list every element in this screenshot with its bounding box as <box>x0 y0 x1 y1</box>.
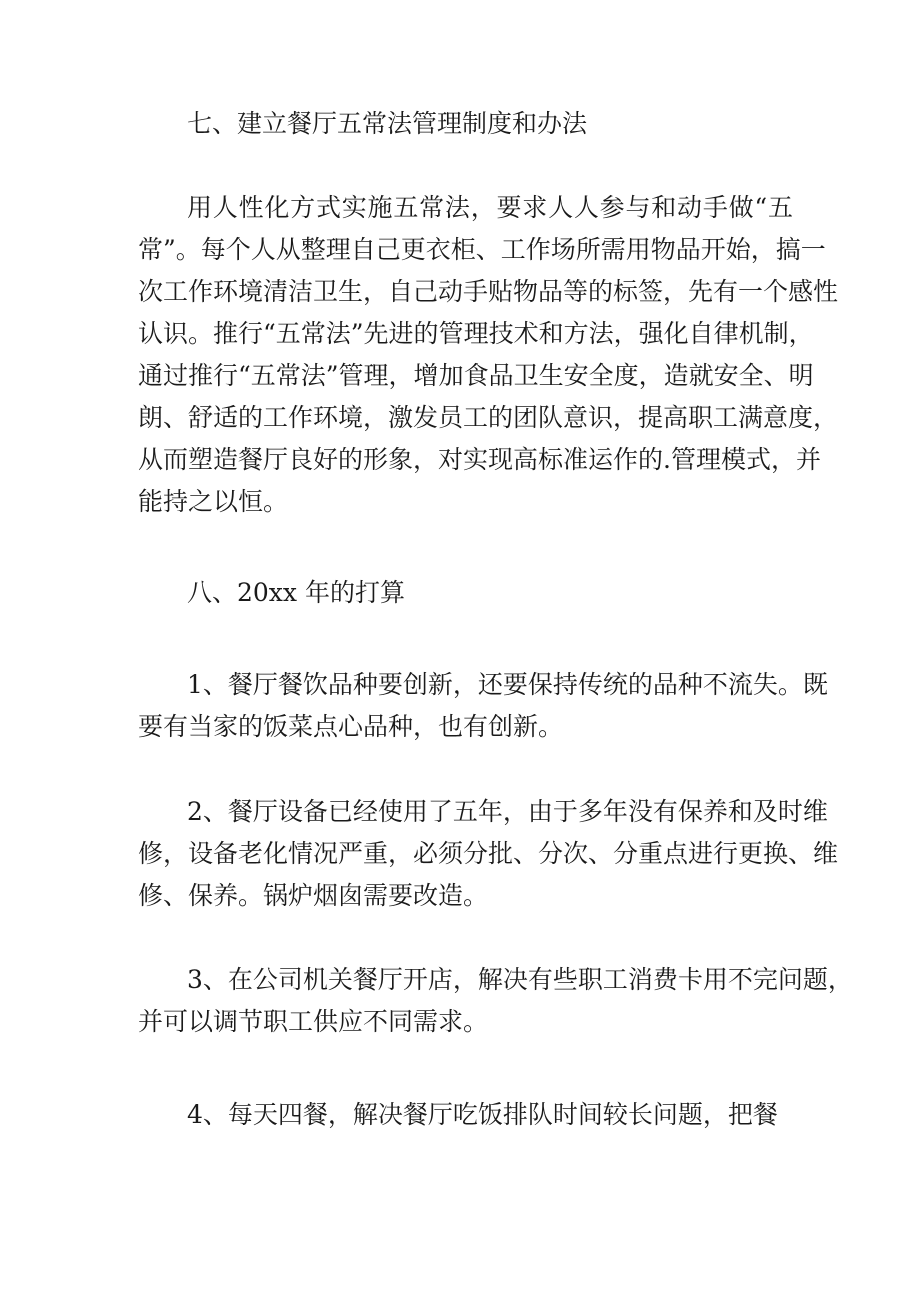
section-7-heading: 七、建立餐厅五常法管理制度和办法 <box>187 109 588 138</box>
plan-item-3-line: 3、在公司机关餐厅开店，解决有些职工消费卡用不完问题， <box>187 965 853 994</box>
section-7-line: 认识。推行“五常法”先进的管理技术和方法，强化自律机制， <box>138 319 814 348</box>
section-8-heading: 八、20xx 年的打算 <box>187 578 405 607</box>
section-7-line: 常”。每个人从整理自己更衣柜、工作场所需用物品开始，搞一 <box>138 235 826 264</box>
section-7-line: 通过推行“五常法”管理，增加食品卫生安全度，造就安全、明 <box>138 361 814 390</box>
section-7-line: 用人性化方式实施五常法，要求人人参与和动手做“五 <box>187 193 793 222</box>
section-7-line: 次工作环境清洁卫生，自己动手贴物品等的标签，先有一个感性 <box>138 277 839 306</box>
plan-item-2-line: 修，设备老化情况严重，必须分批、分次、分重点进行更换、维 <box>138 839 839 868</box>
section-7-line: 朗、舒适的工作环境，激发员工的团队意识，提高职工满意度， <box>138 403 839 432</box>
plan-item-2-line: 修、保养。锅炉烟囱需要改造。 <box>138 881 489 910</box>
plan-item-2-line: 2、餐厅设备已经使用了五年，由于多年没有保养和及时维 <box>187 797 828 826</box>
plan-item-3-line: 并可以调节职工供应不同需求。 <box>138 1007 489 1036</box>
plan-item-1-line: 1、餐厅餐饮品种要创新，还要保持传统的品种不流失。既 <box>187 670 828 699</box>
section-7-line: 能持之以恒。 <box>138 487 289 516</box>
section-7-line: 从而塑造餐厅良好的形象，对实现高标准运作的.管理模式，并 <box>138 445 821 474</box>
plan-item-4-line: 4、每天四餐，解决餐厅吃饭排队时间较长问题，把餐 <box>187 1100 778 1129</box>
plan-item-1-line: 要有当家的饭菜点心品种，也有创新。 <box>138 712 564 741</box>
